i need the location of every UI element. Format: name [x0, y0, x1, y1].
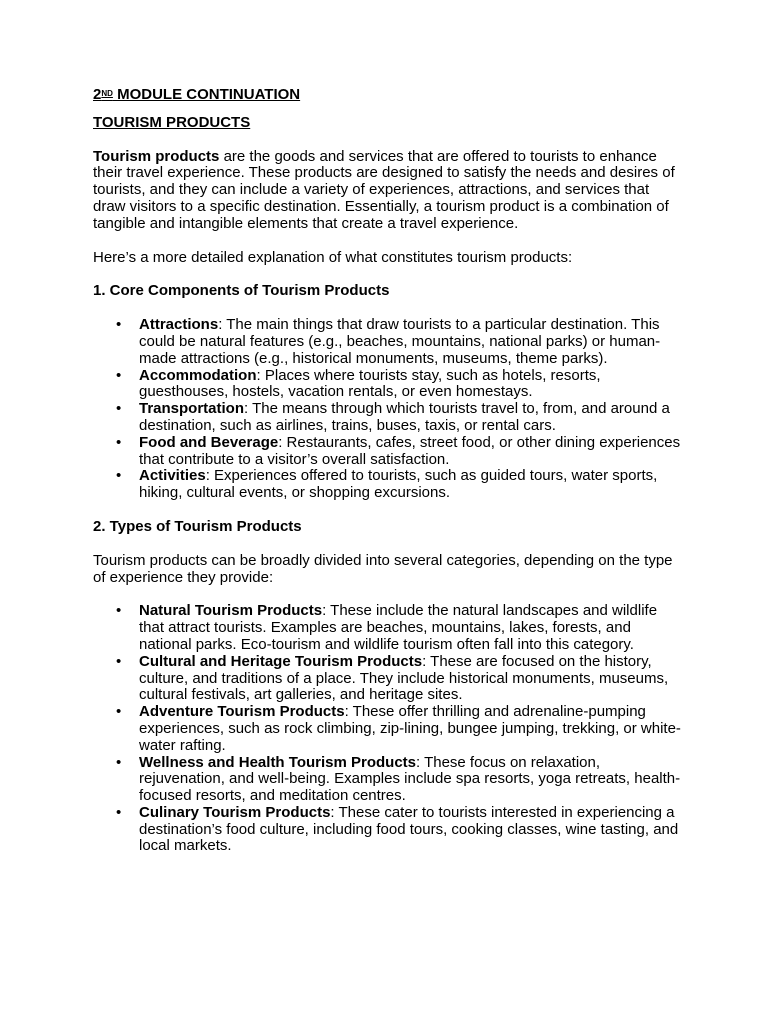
- list-item-text: : These focus on relaxation, rejuvenation, and well-being. Examples include spa resorts, yoga retreats, health-focused resorts, and meditation centres.: [139, 753, 681, 805]
- list-item: [116, 602, 683, 653]
- types-heading: 2. Types of Tourism Products: [93, 517, 302, 535]
- list-item-term: Natural Tourism Products: [139, 602, 323, 620]
- bullet-marker: •: [116, 316, 122, 334]
- list-item: [116, 703, 683, 754]
- list-item: [116, 753, 683, 805]
- explanation-paragraph: Here’s a more detailed explanation of what constitutes tourism products:: [93, 248, 573, 266]
- list-item-term: Culinary Tourism Products: [139, 803, 331, 821]
- list-item-text: : Experiences offered to tourists, such as guided tours, water sports, hiking, cultural events, or shopping excursions.: [139, 467, 658, 502]
- list-item-text: : These cater to tourists interested in experiencing a destination’s food culture, including food tours, cooking classes, wine tasting, and local markets.: [139, 803, 679, 855]
- intro-text: are the goods and services that are offered to tourists to enhance their travel experience. These products are designed to satisfy the needs and desires of tourists, and they can include a variety of experiences, attractions, and services that draw visitors to a specific destination. Essentially, a tourism product is a combination of tangible and intangible elements that create a travel experience.: [93, 147, 675, 232]
- bullet-marker: •: [116, 803, 122, 821]
- list-item: [116, 467, 683, 502]
- list-item: [116, 366, 683, 402]
- list-item-text: : The main things that draw tourists to a particular destination. This could be natural features (e.g., beaches, mountains, national parks) or human-made attractions (e.g., historical monuments, museums, theme parks).: [139, 316, 661, 367]
- intro-paragraph: [93, 149, 683, 233]
- list-item-term: Cultural and Heritage Tourism Products: [139, 652, 423, 670]
- list-item-text: : Restaurants, cafes, street food, or other dining experiences that contribute to a visitor’s overall satisfaction.: [139, 433, 681, 468]
- list-item: [116, 316, 683, 367]
- list-item-term: Food and Beverage: [139, 433, 279, 451]
- intro-term: Tourism products: [93, 147, 220, 165]
- list-item: [116, 433, 683, 469]
- module-title-superscript: ND: [101, 89, 113, 98]
- bullet-marker: •: [116, 652, 122, 670]
- document-body: [93, 87, 683, 872]
- bullet-marker: •: [116, 433, 122, 451]
- bullet-marker: •: [116, 602, 122, 620]
- list-item-term: Transportation: [139, 400, 245, 418]
- list-item-term: Activities: [139, 467, 206, 485]
- list-item-text: : The means through which tourists travel to, from, and around a destination, such as airlines, trains, buses, taxis, or rental cars.: [139, 400, 670, 434]
- list-item-text: : These offer thrilling and adrenaline-pumping experiences, such as rock climbing, zip-lining, bungee jumping, trekking, or white-water rafting.: [139, 703, 681, 754]
- types-intro-paragraph: Tourism products can be broadly divided into several categories, depending on the type of experience they provide:: [93, 551, 673, 586]
- module-title: [93, 87, 683, 104]
- types-list: [93, 603, 683, 855]
- list-item-term: Accommodation: [139, 366, 257, 384]
- bullet-marker: •: [116, 703, 122, 721]
- list-item: [116, 400, 683, 435]
- module-title-text: MODULE CONTINUATION: [112, 86, 301, 103]
- bullet-marker: •: [116, 366, 122, 384]
- bullet-marker: •: [116, 467, 122, 485]
- section-title: TOURISM PRODUCTS: [93, 113, 251, 131]
- list-item-text: : Places where tourists stay, such as hotels, resorts, guesthouses, hostels, vacation rentals, or even homestays.: [139, 366, 601, 401]
- list-item: [116, 652, 683, 704]
- core-components-list: [93, 317, 683, 502]
- list-item-term: Attractions: [139, 316, 219, 334]
- list-item-text: : These are focused on the history, culture, and traditions of a place. They include historical monuments, museums, cultural festivals, art galleries, and heritage sites.: [139, 652, 669, 704]
- list-item-term: Adventure Tourism Products: [139, 703, 345, 721]
- list-item-text: : These include the natural landscapes and wildlife that attract tourists. Examples are beaches, mountains, lakes, forests, and national parks. Eco-tourism and wildlife tourism often fall into this category.: [139, 602, 658, 653]
- list-item: [116, 803, 683, 855]
- bullet-marker: •: [116, 400, 122, 418]
- module-title-number: 2: [93, 86, 102, 103]
- bullet-marker: •: [116, 753, 122, 771]
- core-components-heading: 1. Core Components of Tourism Products: [93, 282, 390, 300]
- list-item-term: Wellness and Health Tourism Products: [139, 753, 417, 771]
